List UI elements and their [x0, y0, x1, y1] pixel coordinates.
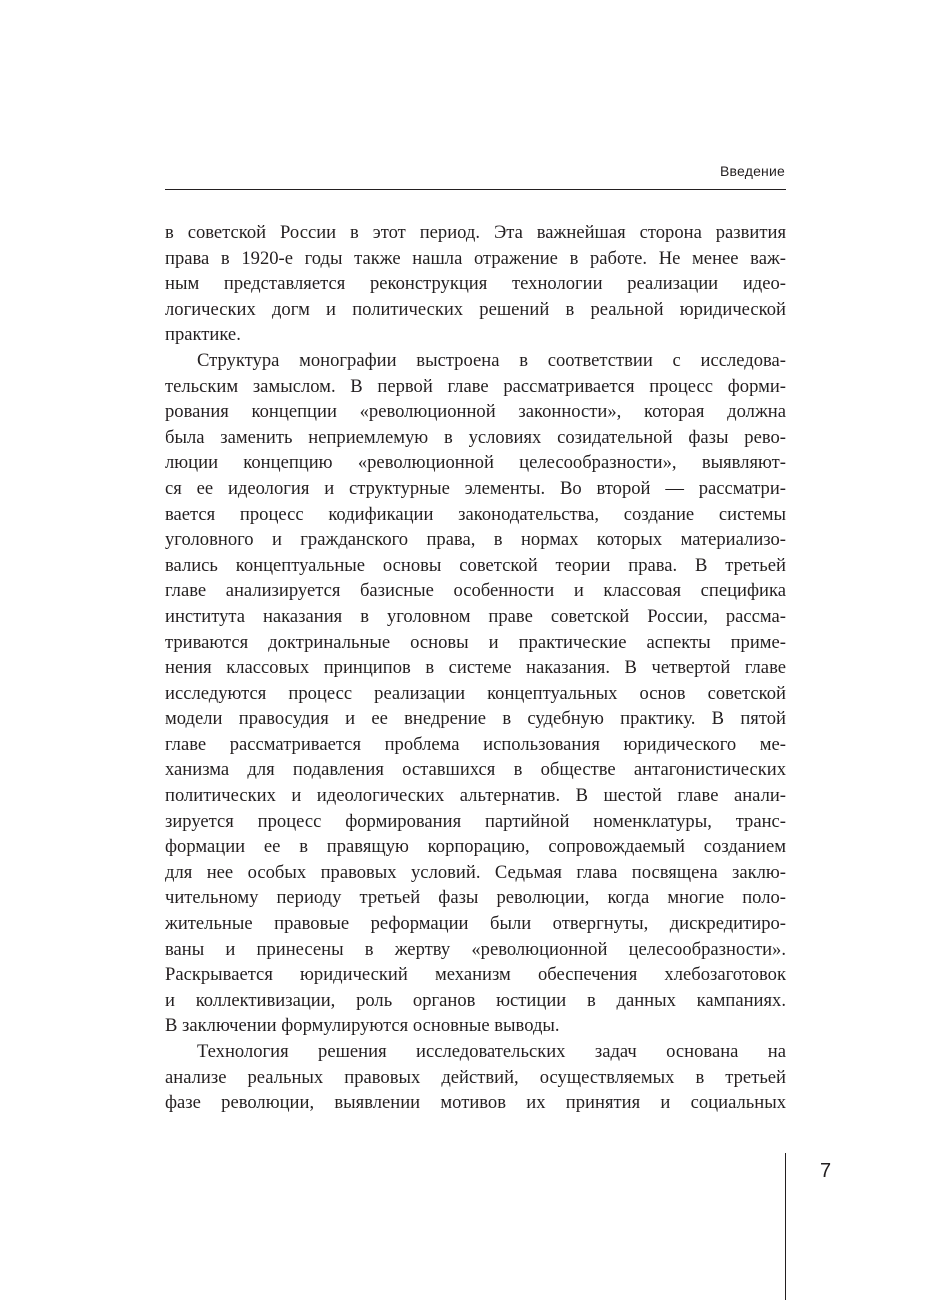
text-line: в советской России в этот период. Эта важнейшая сторона развития [165, 222, 786, 243]
text-line: жительные правовые реформации были отвергнуты, дискредитиро- [165, 913, 786, 935]
body-text [165, 220, 786, 1116]
text-line: института наказания в уголовном праве советской России, рассма- [165, 605, 786, 627]
text-line: логических догм и политических решений в реальной юридической [165, 298, 786, 320]
text-line: права в 1920-е годы также нашла отражение в работе. Не менее важ- [165, 247, 786, 269]
text-line: зируется процесс формирования партийной номенклатуры, транс- [165, 810, 786, 832]
folio-rule [785, 1153, 786, 1300]
text-line: ханизма для подавления оставшихся в обществе антагонистических [165, 759, 786, 781]
paragraph [165, 1039, 786, 1116]
text-line: вались концептуальные основы советской теории права. В третьей [165, 554, 786, 576]
running-head: Введение [720, 163, 785, 179]
page-number: 7 [820, 1160, 832, 1182]
text-line: анализе реальных правовых действий, осуществляемых в третьей [165, 1066, 786, 1088]
text-line: нения классовых принципов в системе наказания. В четвертой главе [165, 657, 786, 679]
text-line: триваются доктринальные основы и практические аспекты приме- [165, 631, 786, 653]
paragraph [165, 220, 786, 348]
text-line: фазе революции, выявлении мотивов их принятия и социальных [165, 1092, 786, 1114]
text-line: главе анализируется базисные особенности и классовая специфика [165, 580, 786, 602]
text-line: ся ее идеология и структурные элементы. Во второй — рассматри- [165, 477, 786, 499]
text-line: тельским замыслом. В первой главе рассматривается процесс форми- [165, 375, 786, 397]
text-line: Технология решения исследовательских задач основана на [197, 1041, 786, 1062]
text-line: практике. [165, 324, 241, 346]
text-line: была заменить неприемлемую в условиях созидательной фазы рево- [165, 426, 786, 448]
header-rule [165, 189, 786, 190]
text-line: люции концепцию «революционной целесообразности», выявляют- [165, 452, 786, 474]
text-line: исследуются процесс реализации концептуальных основ советской [165, 682, 786, 704]
text-line: модели правосудия и ее внедрение в судебную практику. В пятой [165, 708, 786, 730]
text-line: рования концепции «революционной законности», которая должна [165, 401, 786, 423]
text-line: ваны и принесены в жертву «революционной целесообразности». [165, 938, 786, 960]
text-line: формации ее в правящую корпорацию, сопровождаемый созданием [165, 836, 786, 858]
text-line: вается процесс кодификации законодательства, создание системы [165, 503, 786, 525]
text-line: политических и идеологических альтернатив. В шестой главе анали- [165, 785, 786, 807]
text-line: и коллективизации, роль органов юстиции в данных кампаниях. [165, 989, 786, 1011]
text-line: уголовного и гражданского права, в нормах которых материализо- [165, 529, 786, 551]
text-line: В заключении формулируются основные выводы. [165, 1015, 560, 1037]
text-line: для нее особых правовых условий. Седьмая глава посвящена заклю- [165, 861, 786, 883]
paragraph [165, 348, 786, 1039]
text-line: ным представляется реконструкция технологии реализации идео- [165, 273, 786, 295]
text-line: Раскрывается юридический механизм обеспечения хлебозаготовок [165, 964, 786, 986]
text-line: чительному периоду третьей фазы революции, когда многие поло- [165, 887, 786, 909]
text-line: главе рассматривается проблема использования юридического ме- [165, 733, 786, 755]
text-line: Структура монографии выстроена в соответствии с исследова- [197, 349, 786, 371]
